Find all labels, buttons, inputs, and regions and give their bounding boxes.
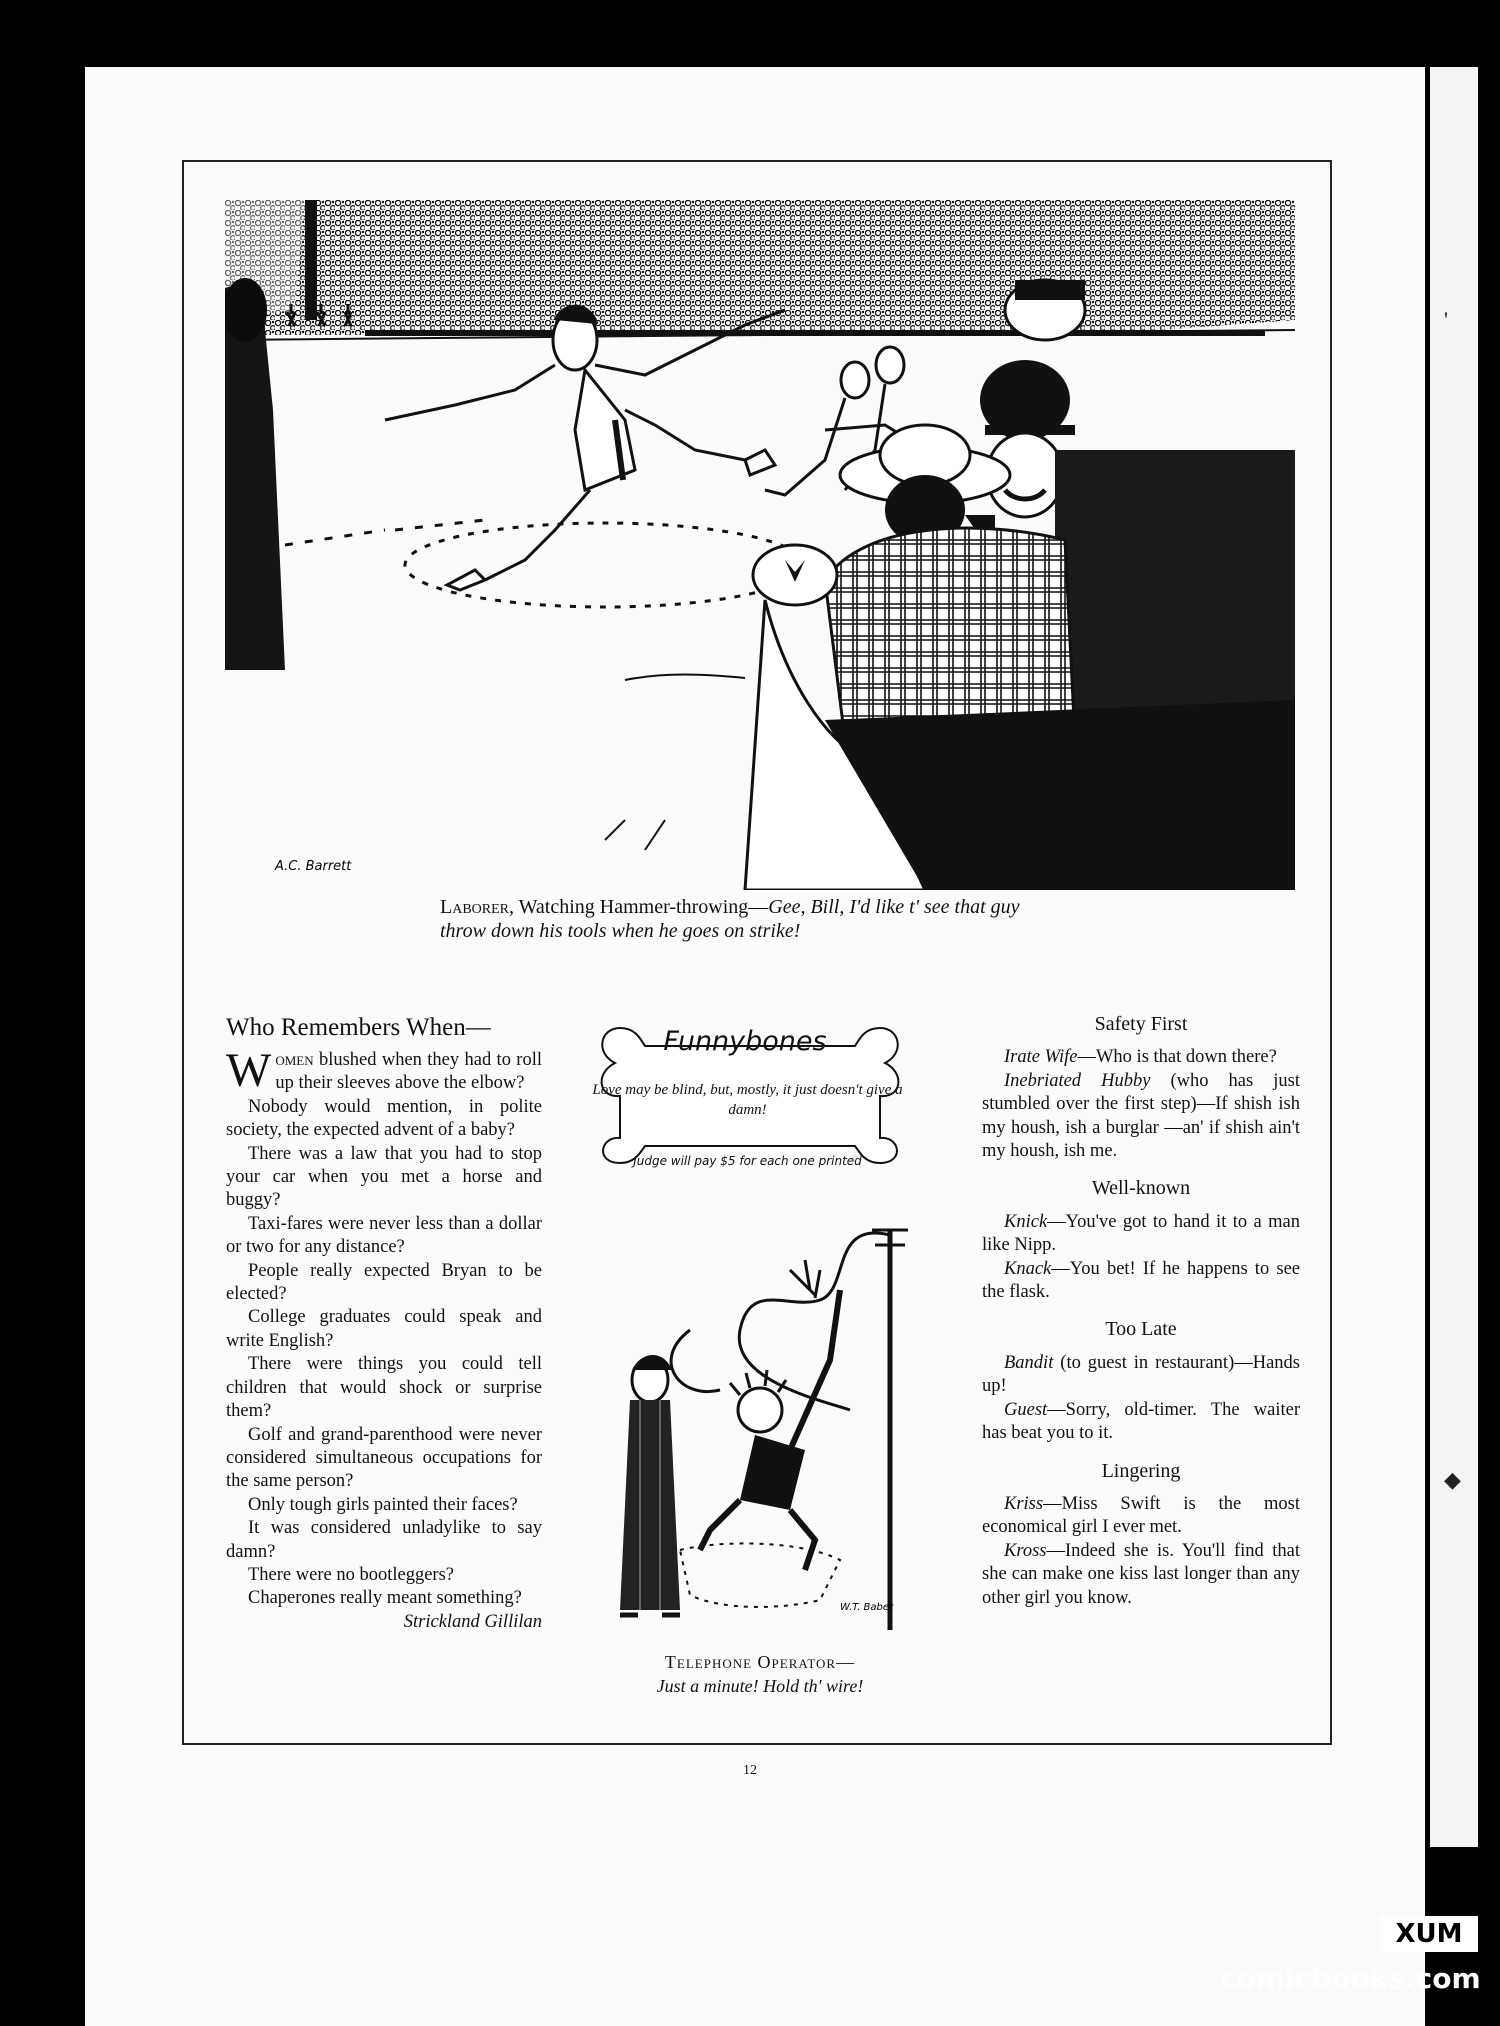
edge-mark: ' bbox=[1444, 307, 1448, 332]
joke-line: —Who is that down there? bbox=[1077, 1047, 1277, 1068]
telephone-operator-cartoon bbox=[590, 1210, 930, 1650]
joke-speaker: Irate Wife bbox=[1004, 1047, 1078, 1068]
spectator-left bbox=[225, 285, 285, 670]
joke-speaker: Knack bbox=[1004, 1258, 1052, 1279]
last-paragraph bbox=[226, 1587, 542, 1632]
woman-figure bbox=[620, 1355, 680, 1615]
joke-title: Lingering bbox=[1101, 1459, 1181, 1482]
paragraph: There was a law that you had to stop your car when you met a horse and buggy? bbox=[226, 1143, 542, 1211]
artist-signature: A.C. Barrett bbox=[275, 859, 352, 874]
joke-speaker: Kriss bbox=[1004, 1493, 1044, 1514]
edge-mark: ◆ bbox=[1444, 1467, 1461, 1492]
plaid-coat bbox=[825, 528, 1075, 740]
falling-man bbox=[700, 1290, 840, 1570]
funnybones-badge bbox=[590, 1018, 925, 1170]
stadium-crowd bbox=[225, 200, 1295, 335]
paragraph: Nobody would mention, in polite society, the expected advent of a baby? bbox=[226, 1096, 542, 1141]
watermark bbox=[1220, 1900, 1500, 2026]
who-remembers-column bbox=[226, 1013, 542, 1634]
caption-speaker: Laborer, bbox=[440, 896, 515, 918]
author-credit: Strickland Gillilan bbox=[403, 1611, 542, 1632]
cartoon2-caption bbox=[590, 1650, 930, 1698]
joke-speaker: Bandit bbox=[1004, 1352, 1054, 1373]
facing-page-edge bbox=[1430, 67, 1478, 1847]
joke-title: Well-known bbox=[1091, 1177, 1191, 1200]
joke-speaker: Inebriated Hubby bbox=[1004, 1070, 1151, 1091]
watermark-logo[interactable]: XUM bbox=[1380, 1916, 1478, 1952]
joke-title: Safety First bbox=[1094, 1013, 1188, 1035]
watermark-url[interactable]: comicbooks.com bbox=[1220, 1962, 1481, 1995]
badge-payment-note: Judge will pay $5 for each one printed bbox=[633, 1154, 862, 1168]
first-word: omen bbox=[275, 1050, 314, 1070]
joke-title: Too Late bbox=[1105, 1318, 1177, 1341]
paragraph: Taxi-fares were never less than a dollar or two for any distance? bbox=[226, 1213, 542, 1258]
paragraph: People really expected Bryan to be elected? bbox=[226, 1260, 542, 1305]
paragraph: College graduates could speak and write English? bbox=[226, 1307, 542, 1351]
hammer-throw-cartoon bbox=[225, 200, 1295, 890]
jokes-column bbox=[982, 1013, 1300, 1610]
paragraph: There were things you could tell children that would shock or surprise them? bbox=[226, 1354, 542, 1422]
joke-line: —You bet! If he happens to see the flask. bbox=[982, 1258, 1300, 1303]
column-heading: Who Remembers When— bbox=[226, 1014, 491, 1041]
paragraph: Only tough girls painted their faces? bbox=[248, 1494, 518, 1515]
joke-line: —Miss Swift is the most economical girl I ever met. bbox=[982, 1493, 1300, 1538]
joke-line: —Indeed she is. You'll find that she can make one kiss last longer than any other girl you know. bbox=[982, 1540, 1300, 1608]
joke-line: (to guest in restaurant)—Hands up! bbox=[982, 1352, 1300, 1397]
caption-quote: Just a minute! Hold th' wire! bbox=[656, 1676, 864, 1696]
joke-line: —You've got to hand it to a man like Nipp. bbox=[982, 1211, 1300, 1256]
paragraph-text: Chaperones really meant something? bbox=[248, 1588, 522, 1609]
athlete bbox=[385, 306, 785, 590]
first-paragraph bbox=[226, 1044, 542, 1097]
cartoon2-signature: W.T. Baber bbox=[840, 1602, 894, 1613]
drop-cap: W bbox=[226, 1044, 272, 1097]
joke-line: (who has just stumbled over the first step)—If shish ish my housh, ish a burglar —an' if shish ain't my housh, ish me. bbox=[982, 1070, 1300, 1162]
first-paragraph-text: blushed when they had to roll up their sleeves above the elbow? bbox=[275, 1050, 542, 1094]
caption-quote: Gee, Bill, I'd like t' see that guy throw down his tools when he goes on strike! bbox=[440, 896, 1020, 942]
joke-speaker: Kross bbox=[1004, 1540, 1047, 1561]
paragraph: Golf and grand-parenthood were never considered simultaneous occupations for the same person? bbox=[226, 1424, 542, 1492]
joke-speaker: Guest bbox=[1004, 1399, 1048, 1420]
caption-scene: Watching Hammer-throwing— bbox=[514, 896, 769, 918]
paragraph: There were no bootleggers? bbox=[248, 1564, 454, 1585]
badge-title: Funnybones bbox=[663, 1026, 827, 1057]
page-number: 12 bbox=[743, 1763, 757, 1778]
joke-speaker: Knick bbox=[1004, 1211, 1048, 1232]
caption-speaker: Telephone Operator— bbox=[664, 1652, 856, 1672]
badge-joke: Love may be blind, but, mostly, it just doesn't give a damn! bbox=[592, 1082, 903, 1118]
paragraph: It was considered unladylike to say damn? bbox=[226, 1518, 542, 1562]
joke-line: —Sorry, old-timer. The waiter has beat you to it. bbox=[982, 1399, 1300, 1444]
cartoon-caption bbox=[440, 895, 1040, 943]
throwing-circle bbox=[405, 523, 805, 607]
